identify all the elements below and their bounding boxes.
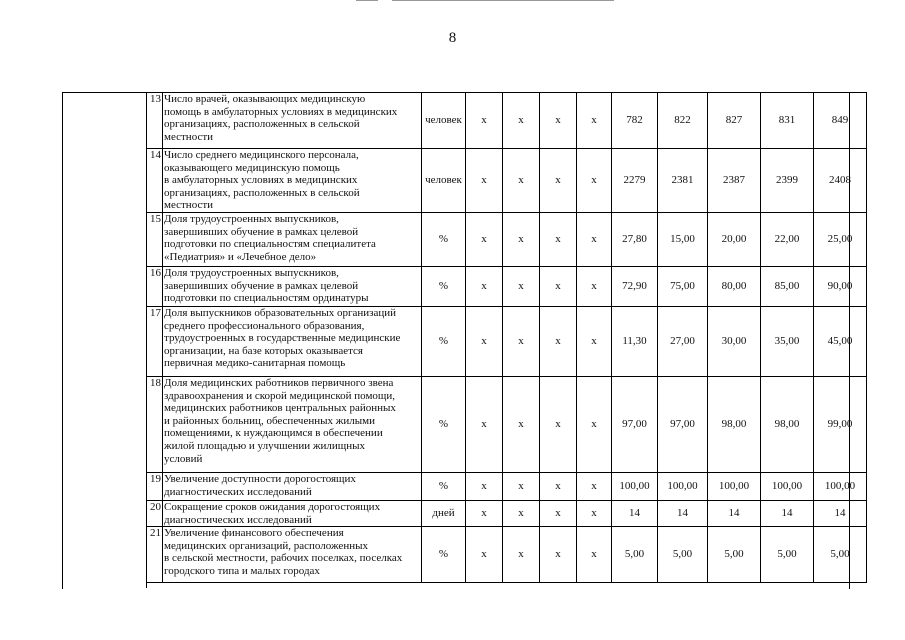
- value-cell: 90,00: [814, 266, 867, 306]
- indicator-name: Доля трудоустроенных выпускников, завершивших обучение в рамках целевой подготовки по специальностям ординатуры: [163, 266, 422, 306]
- table-row: [147, 527, 867, 583]
- indicator-name: Доля медицинских работников первичного звена здравоохранения и скорой медицинской помощи, медицинских работников центральных районных и районных больниц, обеспеченных жилыми помещениями, к нуждающимся в обеспечении жилой площадью и улучшении жилищных условий: [163, 376, 422, 472]
- value-cell: 14: [814, 500, 867, 526]
- value-cell: 14: [708, 500, 761, 526]
- value-cell: 35,00: [761, 306, 814, 376]
- value-cell: 100,00: [658, 472, 708, 500]
- row-number: 21: [147, 527, 163, 583]
- unit-of-measure: %: [422, 266, 466, 306]
- value-cell: 5,00: [658, 527, 708, 583]
- indicator-name: Число среднего медицинского персонала, оказывающего медицинскую помощь в амбулаторных условиях в медицинских организациях, расположенных в сельской местности: [163, 149, 422, 213]
- unit-of-measure: %: [422, 527, 466, 583]
- value-x: x: [540, 376, 577, 472]
- value-cell: 5,00: [761, 527, 814, 583]
- value-x: x: [577, 306, 612, 376]
- indicator-name: Доля выпускников образовательных организаций среднего профессионального образования, трудоустроенных в государственные медицинские организации, на базе которых оказывается первичная медико-санитарная помощь: [163, 306, 422, 376]
- value-cell: 27,80: [612, 212, 658, 266]
- value-cell: 5,00: [612, 527, 658, 583]
- row-number: 13: [147, 93, 163, 149]
- value-cell: 14: [658, 500, 708, 526]
- value-x: x: [540, 500, 577, 526]
- value-cell: 99,00: [814, 376, 867, 472]
- value-x: x: [466, 527, 503, 583]
- value-cell: 98,00: [761, 376, 814, 472]
- row-number: 16: [147, 266, 163, 306]
- table-row: [147, 93, 867, 149]
- value-cell: 831: [761, 93, 814, 149]
- row-number: 19: [147, 472, 163, 500]
- table-left-column: [62, 92, 147, 588]
- value-cell: 14: [612, 500, 658, 526]
- indicator-name: Доля трудоустроенных выпускников, завершивших обучение в рамках целевой подготовки по специальностям специалитета «Педиатрия» и «Лечебное дело»: [163, 212, 422, 266]
- value-x: x: [503, 266, 540, 306]
- unit-of-measure: человек: [422, 149, 466, 213]
- value-cell: 72,90: [612, 266, 658, 306]
- value-cell: 97,00: [658, 376, 708, 472]
- top-rule-left: [356, 0, 378, 1]
- indicator-name: Число врачей, оказывающих медицинскую помощь в амбулаторных условиях в медицинских организациях, расположенных в сельской местности: [163, 93, 422, 149]
- value-x: x: [466, 93, 503, 149]
- value-cell: 2399: [761, 149, 814, 213]
- value-cell: 822: [658, 93, 708, 149]
- value-cell: 20,00: [708, 212, 761, 266]
- value-x: x: [577, 93, 612, 149]
- value-cell: 100,00: [612, 472, 658, 500]
- value-x: x: [540, 149, 577, 213]
- value-x: x: [466, 306, 503, 376]
- value-cell: 27,00: [658, 306, 708, 376]
- value-x: x: [540, 93, 577, 149]
- value-cell: 5,00: [708, 527, 761, 583]
- value-cell: 80,00: [708, 266, 761, 306]
- top-rule-right: [392, 0, 614, 1]
- table-row: [147, 376, 867, 472]
- value-cell: 100,00: [708, 472, 761, 500]
- value-cell: 75,00: [658, 266, 708, 306]
- value-x: x: [466, 376, 503, 472]
- value-cell: 2408: [814, 149, 867, 213]
- value-x: x: [503, 527, 540, 583]
- table-row: [147, 500, 867, 526]
- table-row: [147, 149, 867, 213]
- value-cell: 827: [708, 93, 761, 149]
- page-number: 8: [448, 30, 457, 46]
- value-x: x: [540, 527, 577, 583]
- indicator-name: Сокращение сроков ожидания дорогостоящих диагностических исследований: [163, 500, 422, 526]
- value-cell: 5,00: [814, 527, 867, 583]
- value-x: x: [466, 266, 503, 306]
- value-x: x: [577, 376, 612, 472]
- value-x: x: [503, 212, 540, 266]
- value-x: x: [466, 149, 503, 213]
- unit-of-measure: %: [422, 306, 466, 376]
- table-row: [147, 266, 867, 306]
- value-cell: 15,00: [658, 212, 708, 266]
- unit-of-measure: %: [422, 472, 466, 500]
- value-x: x: [503, 149, 540, 213]
- value-cell: 100,00: [814, 472, 867, 500]
- value-x: x: [577, 266, 612, 306]
- unit-of-measure: дней: [422, 500, 466, 526]
- value-cell: 2381: [658, 149, 708, 213]
- value-x: x: [466, 212, 503, 266]
- value-cell: 45,00: [814, 306, 867, 376]
- value-x: x: [577, 149, 612, 213]
- value-cell: 97,00: [612, 376, 658, 472]
- row-number: 14: [147, 149, 163, 213]
- value-x: x: [540, 306, 577, 376]
- value-x: x: [540, 212, 577, 266]
- value-cell: 849: [814, 93, 867, 149]
- value-x: x: [466, 500, 503, 526]
- unit-of-measure: %: [422, 376, 466, 472]
- value-cell: 25,00: [814, 212, 867, 266]
- unit-of-measure: человек: [422, 93, 466, 149]
- value-cell: 11,30: [612, 306, 658, 376]
- value-x: x: [503, 93, 540, 149]
- value-cell: 14: [761, 500, 814, 526]
- value-x: x: [503, 306, 540, 376]
- value-cell: 782: [612, 93, 658, 149]
- row-number: 15: [147, 212, 163, 266]
- value-cell: 98,00: [708, 376, 761, 472]
- value-x: x: [577, 472, 612, 500]
- value-x: x: [577, 527, 612, 583]
- table-row: [147, 472, 867, 500]
- indicator-name: Увеличение доступности дорогостоящих диагностических исследований: [163, 472, 422, 500]
- value-cell: 30,00: [708, 306, 761, 376]
- indicator-name: Увеличение финансового обеспечения медицинских организаций, расположенных в сельской местности, рабочих поселках, поселках городского типа и малых городах: [163, 527, 422, 583]
- row-number: 18: [147, 376, 163, 472]
- value-x: x: [503, 472, 540, 500]
- value-x: x: [503, 500, 540, 526]
- indicators-table: [146, 92, 867, 583]
- table-row: [147, 212, 867, 266]
- value-x: x: [503, 376, 540, 472]
- unit-of-measure: %: [422, 212, 466, 266]
- table-row: [147, 306, 867, 376]
- value-x: x: [540, 266, 577, 306]
- value-cell: 85,00: [761, 266, 814, 306]
- value-x: x: [540, 472, 577, 500]
- value-cell: 100,00: [761, 472, 814, 500]
- value-cell: 2279: [612, 149, 658, 213]
- value-cell: 22,00: [761, 212, 814, 266]
- value-cell: 2387: [708, 149, 761, 213]
- value-x: x: [577, 212, 612, 266]
- row-number: 20: [147, 500, 163, 526]
- value-x: x: [577, 500, 612, 526]
- value-x: x: [466, 472, 503, 500]
- row-number: 17: [147, 306, 163, 376]
